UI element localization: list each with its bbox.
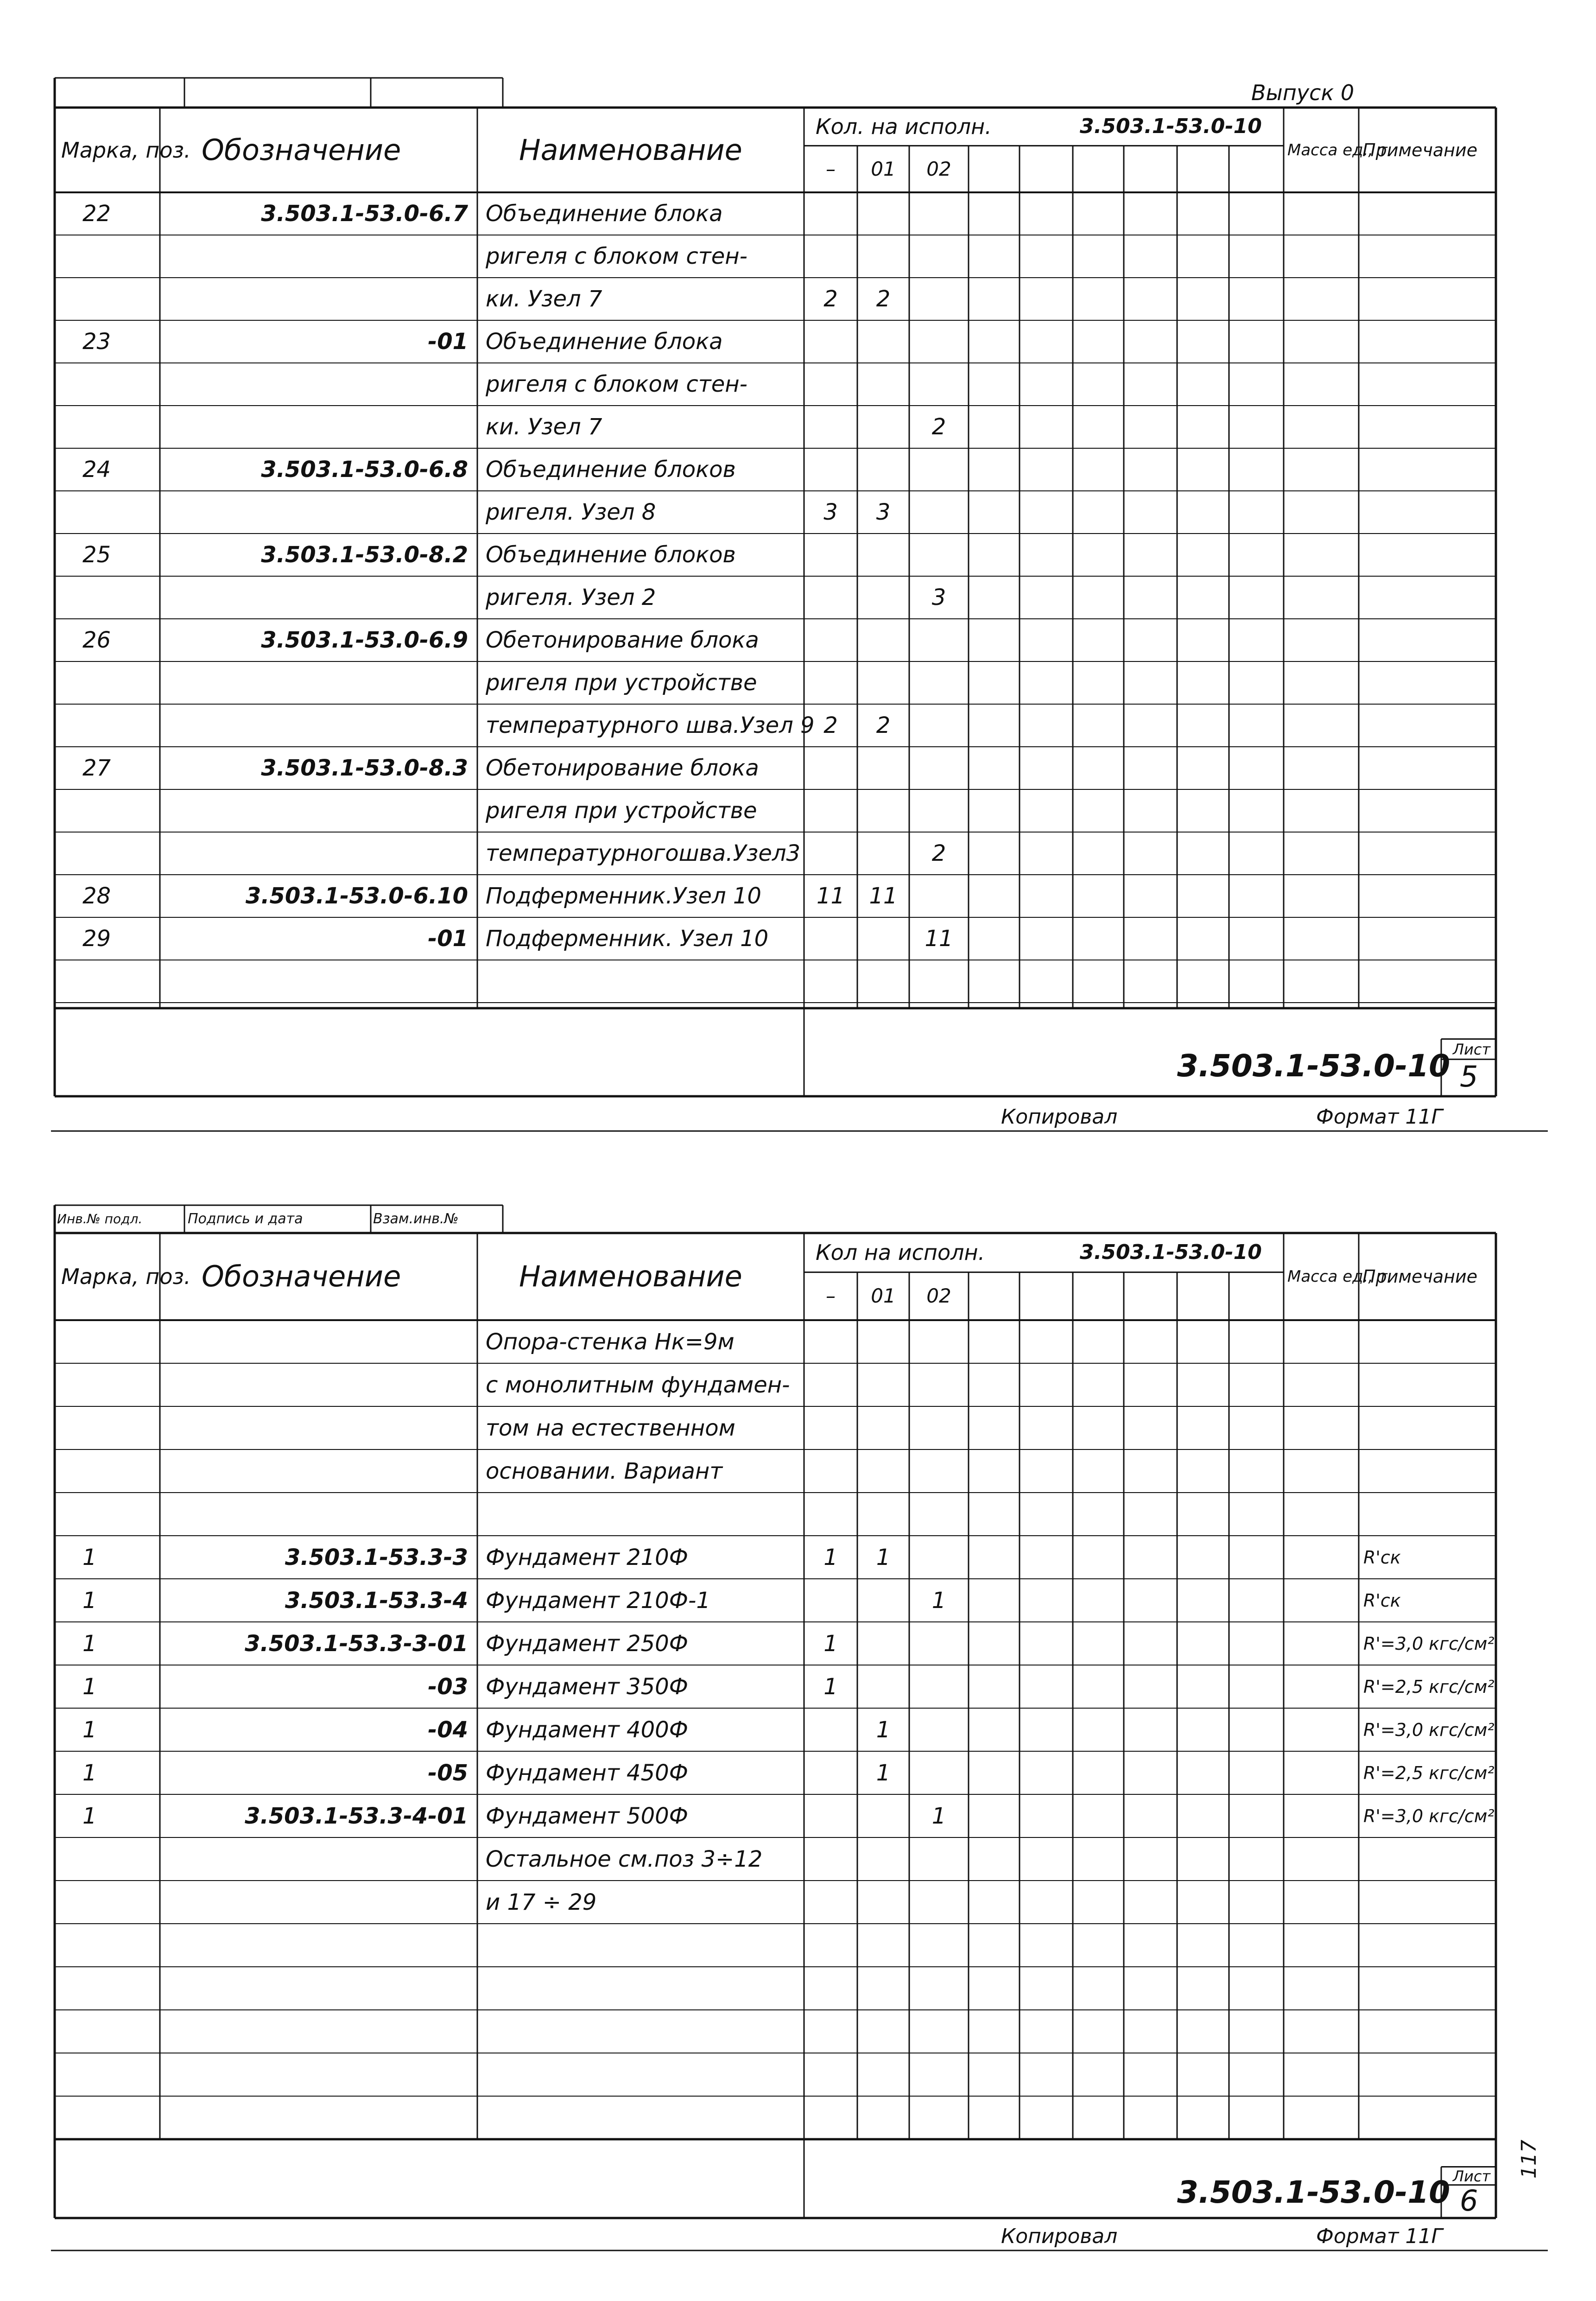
footer-format: Формат 11Г — [1316, 1105, 1443, 1129]
row-mark: 25 — [82, 542, 111, 568]
row-qty-2: 1 — [931, 1803, 946, 1829]
row-qty-1: 2 — [876, 286, 891, 312]
row-qty-0: 1 — [823, 1630, 838, 1657]
row-name: температурногошва.Узел3 — [486, 840, 801, 866]
row-mark: 27 — [82, 755, 111, 781]
row-name: температурного шва.Узел 9 — [486, 712, 815, 738]
stamp-sheet-label: Лист — [1453, 1041, 1491, 1059]
header-name: Наименование — [519, 133, 742, 167]
row-name: Объединение блока — [486, 201, 723, 227]
row-mark: 1 — [82, 1760, 97, 1786]
header-mark: Марка, поз. — [61, 1264, 191, 1289]
row-qty-1: 11 — [869, 883, 898, 909]
row-qty-0: 2 — [823, 286, 838, 312]
header-designation: Обозначение — [202, 1259, 401, 1293]
row-qty-2: 2 — [931, 414, 946, 440]
row-name: Фундамент 350Ф — [486, 1673, 688, 1700]
row-name: ригеля. Узел 8 — [486, 499, 656, 525]
row-mark: 28 — [82, 883, 111, 909]
row-qty-2: 2 — [931, 840, 946, 866]
row-name: ки. Узел 7 — [486, 414, 602, 440]
row-qty-1: 2 — [876, 712, 891, 738]
row-mark: 1 — [82, 1803, 97, 1829]
header-designation: Обозначение — [202, 133, 401, 167]
stamp-sheet-label: Лист — [1453, 2167, 1491, 2185]
row-mark: 1 — [82, 1716, 97, 1743]
row-name: том на естественном — [486, 1415, 735, 1441]
row-name: ригеля при устройстве — [486, 798, 757, 824]
row-designation: 3.503.1-53.0-6.9 — [261, 627, 468, 653]
row-name: Объединение блока — [486, 329, 723, 355]
footer-copied: Копировал — [1001, 2225, 1118, 2248]
stamp-doc-code: 3.503.1-53.0-10 — [1177, 2174, 1450, 2210]
row-designation: 3.503.1-53.0-6.8 — [261, 457, 468, 483]
row-qty-2: 11 — [925, 926, 953, 952]
row-designation: 3.503.1-53.3-3-01 — [245, 1630, 468, 1657]
row-qty-0: 3 — [823, 499, 838, 525]
row-qty-1: 1 — [876, 1760, 891, 1786]
row-qty-2: 3 — [931, 585, 946, 610]
edition-note: Выпуск 0 — [1251, 80, 1355, 105]
header-mark: Марка, поз. — [61, 137, 191, 163]
row-name: Фундамент 500Ф — [486, 1803, 688, 1829]
row-mark: 29 — [82, 926, 111, 952]
row-designation: 3.503.1-53.0-6.10 — [245, 883, 468, 909]
row-note: R'ск — [1363, 1590, 1401, 1611]
row-mark: 1 — [82, 1587, 97, 1614]
header-qty-col: – — [826, 157, 836, 180]
row-qty-1: 1 — [876, 1544, 891, 1570]
row-qty-1: 3 — [876, 499, 891, 525]
row-name: Подферменник.Узел 10 — [486, 883, 761, 909]
row-designation: 3.503.1-53.0-6.7 — [261, 201, 468, 227]
row-name: Опора-стенка Нк=9м — [486, 1328, 735, 1355]
row-qty-1: 1 — [876, 1716, 891, 1743]
header-qty-col: – — [826, 1284, 836, 1308]
row-note: R'=3,0 кгс/см² — [1363, 1719, 1495, 1740]
row-mark: 23 — [82, 329, 111, 355]
row-name: ригеля с блоком стен- — [486, 243, 747, 269]
row-name: Остальное см.поз 3÷12 — [486, 1846, 763, 1872]
header-mass: Масса ед., т — [1287, 1267, 1387, 1286]
row-designation: -01 — [428, 329, 468, 355]
row-designation: 3.503.1-53.3-3 — [285, 1544, 468, 1570]
header-name: Наименование — [519, 1259, 742, 1293]
row-mark: 1 — [82, 1630, 97, 1657]
row-mark: 24 — [82, 457, 111, 483]
row-name: Объединение блоков — [486, 542, 736, 568]
row-designation: -04 — [428, 1716, 468, 1743]
header-doc-code: 3.503.1-53.0-10 — [1080, 114, 1262, 139]
row-name: Обетонирование блока — [486, 755, 759, 781]
row-designation: 3.503.1-53.0-8.3 — [261, 755, 468, 781]
side-field-replace-inv: Взам.инв.№ — [373, 1211, 459, 1227]
row-name: Фундамент 210Ф — [486, 1544, 688, 1570]
header-qty-col: 01 — [871, 1284, 896, 1308]
row-designation: 3.503.1-53.0-8.2 — [261, 542, 468, 568]
row-designation: -03 — [428, 1673, 468, 1700]
row-name: ригеля. Узел 2 — [486, 585, 656, 610]
row-name: ригеля при устройстве — [486, 670, 757, 696]
row-name: Фундамент 400Ф — [486, 1716, 688, 1743]
row-mark: 1 — [82, 1544, 97, 1570]
row-note: R'ск — [1363, 1547, 1401, 1568]
row-designation: 3.503.1-53.3-4-01 — [245, 1803, 468, 1829]
row-designation: 3.503.1-53.3-4 — [285, 1587, 468, 1614]
row-name: Фундамент 250Ф — [486, 1630, 688, 1657]
row-name: основании. Вариант — [486, 1458, 723, 1484]
row-name: Подферменник. Узел 10 — [486, 926, 769, 952]
side-field-inv-no: Инв.№ подл. — [57, 1211, 143, 1227]
header-qty-title: Кол. на исполн. — [816, 114, 992, 140]
row-note: R'=2,5 кгс/см² — [1363, 1762, 1495, 1783]
row-qty-0: 11 — [816, 883, 845, 909]
row-qty-0: 1 — [823, 1544, 838, 1570]
row-name: ригеля с блоком стен- — [486, 371, 747, 397]
header-qty-title: Кол на исполн. — [816, 1240, 985, 1265]
row-name: с монолитным фундамен- — [486, 1372, 790, 1398]
row-designation: -05 — [428, 1760, 468, 1786]
row-note: R'=3,0 кгс/см² — [1363, 1633, 1495, 1654]
stamp-doc-code: 3.503.1-53.0-10 — [1177, 1048, 1450, 1084]
row-name: Обетонирование блока — [486, 627, 759, 653]
header-note: Примечание — [1362, 1266, 1478, 1287]
row-name: ки. Узел 7 — [486, 286, 602, 312]
row-designation: -01 — [428, 926, 468, 952]
row-qty-0: 2 — [823, 712, 838, 738]
footer-format: Формат 11Г — [1316, 2225, 1443, 2248]
row-name: Фундамент 450Ф — [486, 1760, 688, 1786]
row-note: R'=2,5 кгс/см² — [1363, 1676, 1495, 1697]
row-name: Объединение блоков — [486, 457, 736, 483]
row-name: Фундамент 210Ф-1 — [486, 1587, 710, 1614]
header-note: Примечание — [1362, 140, 1478, 160]
row-mark: 22 — [82, 201, 111, 227]
header-qty-col: 02 — [926, 157, 951, 180]
side-field-signature-date: Подпись и дата — [188, 1211, 303, 1227]
row-note: R'=3,0 кгс/см² — [1363, 1805, 1495, 1826]
header-doc-code: 3.503.1-53.0-10 — [1080, 1240, 1262, 1265]
header-mass: Масса ед., т — [1287, 140, 1387, 159]
header-qty-col: 01 — [871, 157, 896, 180]
row-mark: 1 — [82, 1673, 97, 1700]
stamp-sheet-number: 5 — [1460, 1060, 1478, 1094]
header-qty-col: 02 — [926, 1284, 951, 1308]
row-qty-0: 1 — [823, 1673, 838, 1700]
row-name: и 17 ÷ 29 — [486, 1889, 597, 1915]
stamp-sheet-number: 6 — [1460, 2183, 1478, 2218]
margin-number: 117 — [1517, 2140, 1541, 2179]
footer-copied: Копировал — [1001, 1105, 1118, 1129]
row-mark: 26 — [82, 627, 111, 653]
row-qty-2: 1 — [931, 1587, 946, 1614]
